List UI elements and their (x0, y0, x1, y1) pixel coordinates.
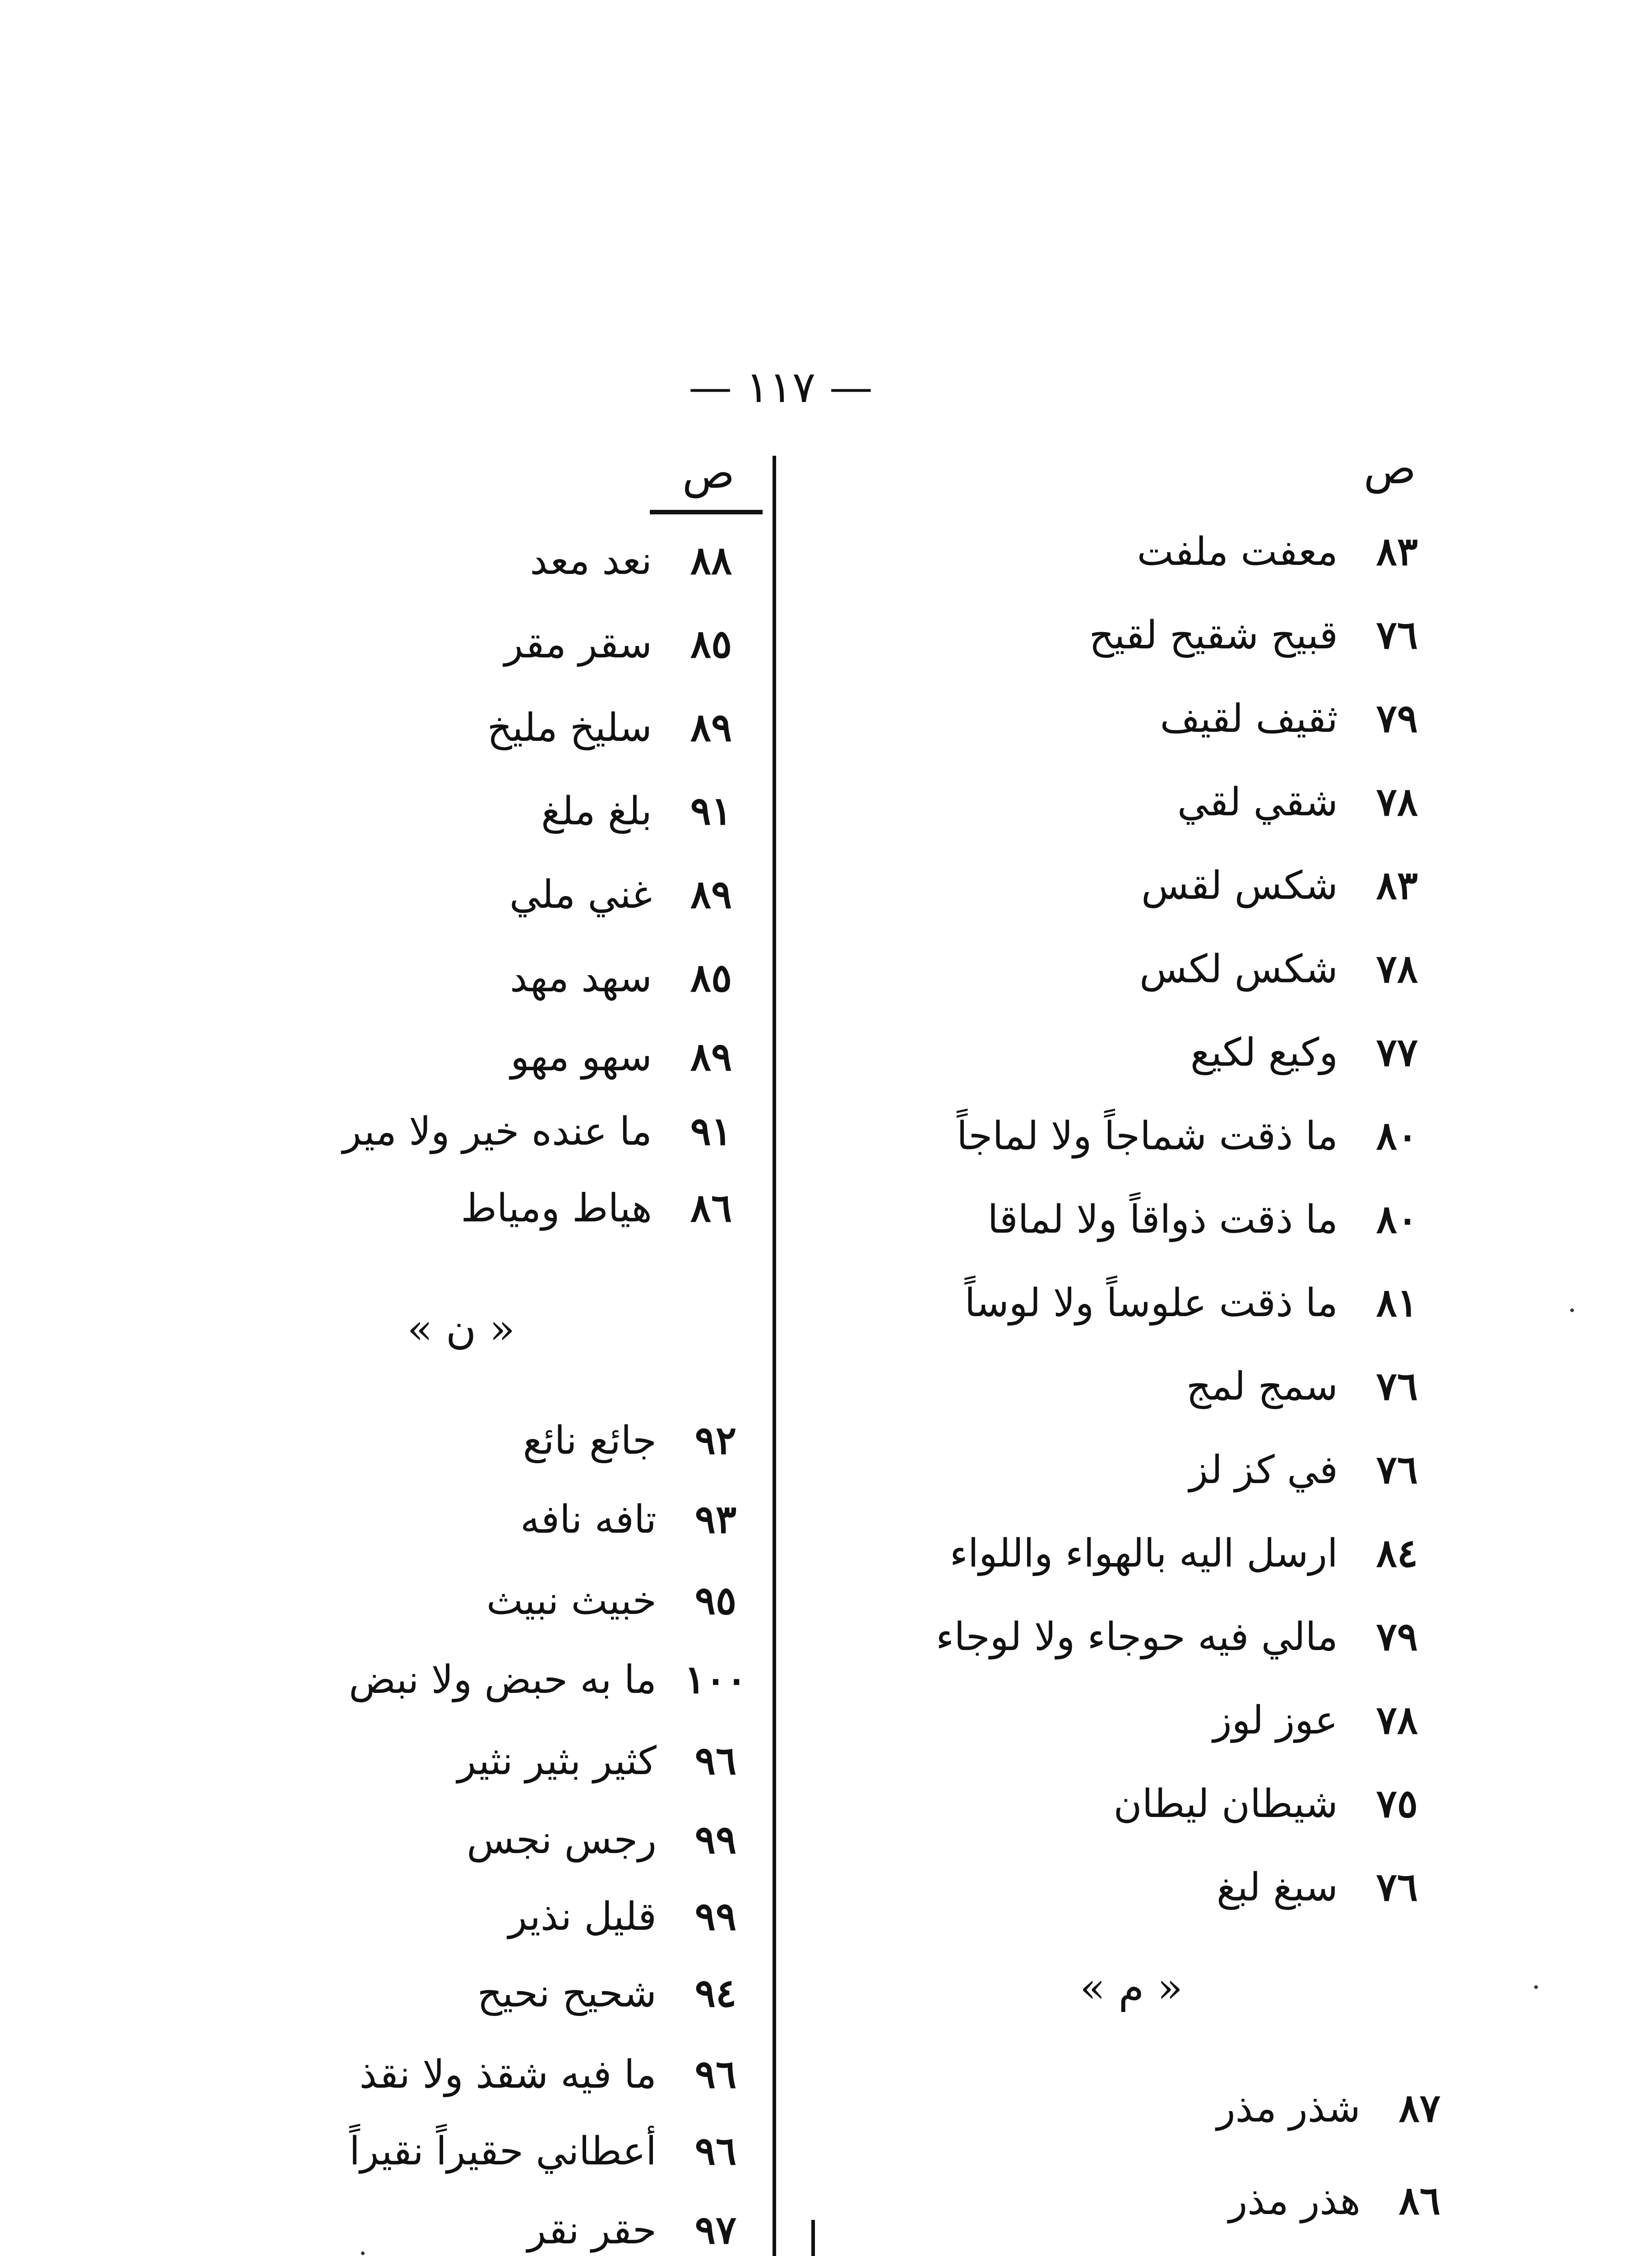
list-item (520, 1497, 750, 1542)
entry-text: قبيح شقيح لقيح (1089, 613, 1338, 658)
entry-text: سبغ لبغ (1216, 1865, 1338, 1910)
list-item (1213, 1697, 1431, 1743)
list-item (1186, 1364, 1431, 1409)
list-item (508, 1894, 750, 1939)
entry-text: وكيع لكيع (1190, 1030, 1338, 1075)
entry-text: خبيث نبيث (486, 1578, 657, 1623)
list-item (949, 1530, 1431, 1576)
page-ref: ٧٦ (1376, 1864, 1418, 1910)
list-item (530, 538, 745, 583)
list-item (1216, 1864, 1431, 1910)
page-ref: ٨١ (1376, 1280, 1418, 1326)
page-ref: ٨٠ (1376, 1197, 1418, 1242)
entry-text: هياط ومياط (461, 1186, 652, 1231)
page-ref: ٩٢ (694, 1418, 737, 1463)
page-ref: ٧٦ (1376, 1447, 1418, 1493)
page-ref: ٩١ (690, 1109, 732, 1154)
entry-text: غني ملي (509, 872, 652, 917)
page-ref: ٩٥ (694, 1578, 737, 1623)
page-ref: ٨٨ (690, 538, 732, 583)
entry-text: شحيح نحيح (477, 1971, 657, 2016)
scan-speck (361, 2251, 365, 2255)
list-item (957, 1113, 1431, 1159)
section-heading-nun: « ن » (407, 1305, 515, 1353)
page-ref: ٧٧ (1376, 1030, 1418, 1075)
page-ref: ٨٧ (1398, 2085, 1441, 2131)
entry-text: جائع نائع (523, 1418, 657, 1463)
page-ref: ٧٦ (1376, 1364, 1418, 1409)
entry-text: أعطاني حقيراً نقيراً (349, 2129, 657, 2174)
page-ref: ٨٩ (690, 872, 732, 917)
page-number: — ١١٧ — (689, 362, 873, 412)
left-column-header: ص (682, 448, 735, 498)
entry-text: نعد معد (530, 538, 652, 583)
page-ref: ٧٨ (1376, 1697, 1418, 1743)
scan-speck (1570, 1308, 1574, 1312)
list-item (523, 1418, 750, 1463)
entry-text: قليل نذير (508, 1894, 657, 1939)
page-ref: ٧٩ (1376, 696, 1418, 741)
list-item (1160, 696, 1431, 741)
page-ref: ٨٣ (1376, 529, 1418, 574)
entry-text: هذر مذر (1228, 2178, 1360, 2224)
entry-text: سقر مقر (504, 622, 652, 667)
page-ref: ٨٦ (1398, 2178, 1441, 2224)
page-ref: ٧٩ (1376, 1614, 1418, 1660)
list-item (1189, 1447, 1431, 1493)
entry-text: شكس لكس (1139, 947, 1338, 992)
list-item (504, 621, 745, 667)
entry-text: ما به حبض ولا نبض (349, 1657, 657, 1702)
entry-text: شقي لقي (1177, 780, 1338, 825)
page-ref: ٨٩ (690, 1034, 732, 1080)
page-ref: ٧٨ (1376, 779, 1418, 825)
entry-text: ما ذقت علوساً ولا لوساً (964, 1281, 1338, 1326)
entry-text: ثقيف لقيف (1160, 696, 1338, 741)
page-ref: ٩٦ (694, 2128, 737, 2174)
list-item (541, 788, 745, 834)
entry-text: مالي فيه حوجاء ولا لوجاء (935, 1614, 1338, 1660)
list-item (486, 1578, 750, 1623)
entry-text: حقر نقر (527, 2208, 657, 2253)
list-item (509, 955, 745, 1001)
page-ref: ٨٦ (690, 1185, 732, 1231)
page-ref: ١٠٠ (684, 1657, 747, 1702)
list-item (935, 1614, 1431, 1660)
list-item (487, 705, 745, 750)
page-ref: ٨٣ (1376, 863, 1418, 908)
list-item (1139, 946, 1431, 992)
entry-text: شكس لقس (1141, 863, 1338, 908)
page-ref: ٧٥ (1376, 1781, 1418, 1826)
page-ref: ٨٤ (1376, 1530, 1418, 1576)
scan-speck (1534, 1985, 1538, 1989)
entry-text: تافه نافه (520, 1497, 657, 1542)
entry-text: معفت ملفت (1137, 529, 1338, 574)
entry-text: رجس نجس (467, 1817, 657, 1863)
section-heading-mim: « م » (1079, 1964, 1183, 2012)
entry-text: ارسل اليه بالهواء واللواء (949, 1531, 1338, 1576)
list-item (461, 1185, 745, 1231)
page-ref: ٧٦ (1376, 612, 1418, 658)
list-item (1177, 779, 1431, 825)
entry-text: بلغ ملغ (541, 789, 652, 834)
list-item (1228, 2178, 1453, 2224)
list-item (527, 2207, 750, 2253)
page-ref: ٨٥ (690, 955, 732, 1001)
page-ref: ٩٦ (694, 1738, 737, 1784)
entry-text: سهو مهو (510, 1035, 652, 1080)
page-ref: ٩٧ (694, 2207, 737, 2253)
list-item (457, 1738, 750, 1784)
list-item (509, 872, 745, 917)
entry-text: كثير بثير نثير (457, 1738, 657, 1784)
list-item (1137, 529, 1431, 574)
page-ref: ٩٦ (694, 2052, 737, 2097)
list-item (510, 1034, 745, 1080)
entry-text: سهد مهد (509, 956, 652, 1001)
list-item (987, 1197, 1431, 1242)
list-item (1089, 612, 1431, 658)
entry-text: عوز لوز (1213, 1698, 1338, 1743)
list-item (1217, 2085, 1453, 2131)
list-item (477, 1970, 750, 2016)
column-divider-upper (773, 456, 776, 2256)
list-item (1190, 1030, 1431, 1075)
entry-text: ما ذقت ذواقاً ولا لماقا (987, 1197, 1338, 1242)
left-column-header-rule (650, 510, 763, 514)
entry-text: شيطان ليطان (1113, 1781, 1338, 1826)
entry-text: في كز لز (1189, 1447, 1338, 1493)
list-item (349, 1657, 750, 1702)
list-item (1113, 1781, 1431, 1826)
page-ref: ٩٩ (694, 1894, 737, 1939)
right-column-header: ص (1363, 443, 1416, 494)
entry-text: ما ذقت شماجاً ولا لماجاً (957, 1114, 1338, 1159)
column-divider-lower (811, 2220, 815, 2256)
list-item (467, 1817, 750, 1863)
entry-text: سمج لمج (1186, 1364, 1338, 1409)
entry-text: ما عنده خير ولا مير (342, 1109, 652, 1154)
entry-text: شذر مذر (1217, 2086, 1360, 2131)
list-item (964, 1280, 1431, 1326)
list-item (359, 2052, 750, 2097)
list-item (349, 2128, 750, 2174)
page-ref: ٩٩ (694, 1817, 737, 1863)
list-item (342, 1109, 745, 1154)
page-ref: ٧٨ (1376, 946, 1418, 992)
page-ref: ٩١ (690, 788, 732, 834)
page-ref: ٨٩ (690, 705, 732, 750)
page-ref: ٩٣ (694, 1497, 737, 1542)
page-ref: ٨٥ (690, 621, 732, 667)
page-ref: ٩٤ (694, 1970, 737, 2016)
entry-text: ما فيه شقذ ولا نقذ (359, 2052, 657, 2097)
entry-text: سليخ مليخ (487, 705, 652, 750)
page-ref: ٨٠ (1376, 1113, 1418, 1159)
list-item (1141, 863, 1431, 908)
